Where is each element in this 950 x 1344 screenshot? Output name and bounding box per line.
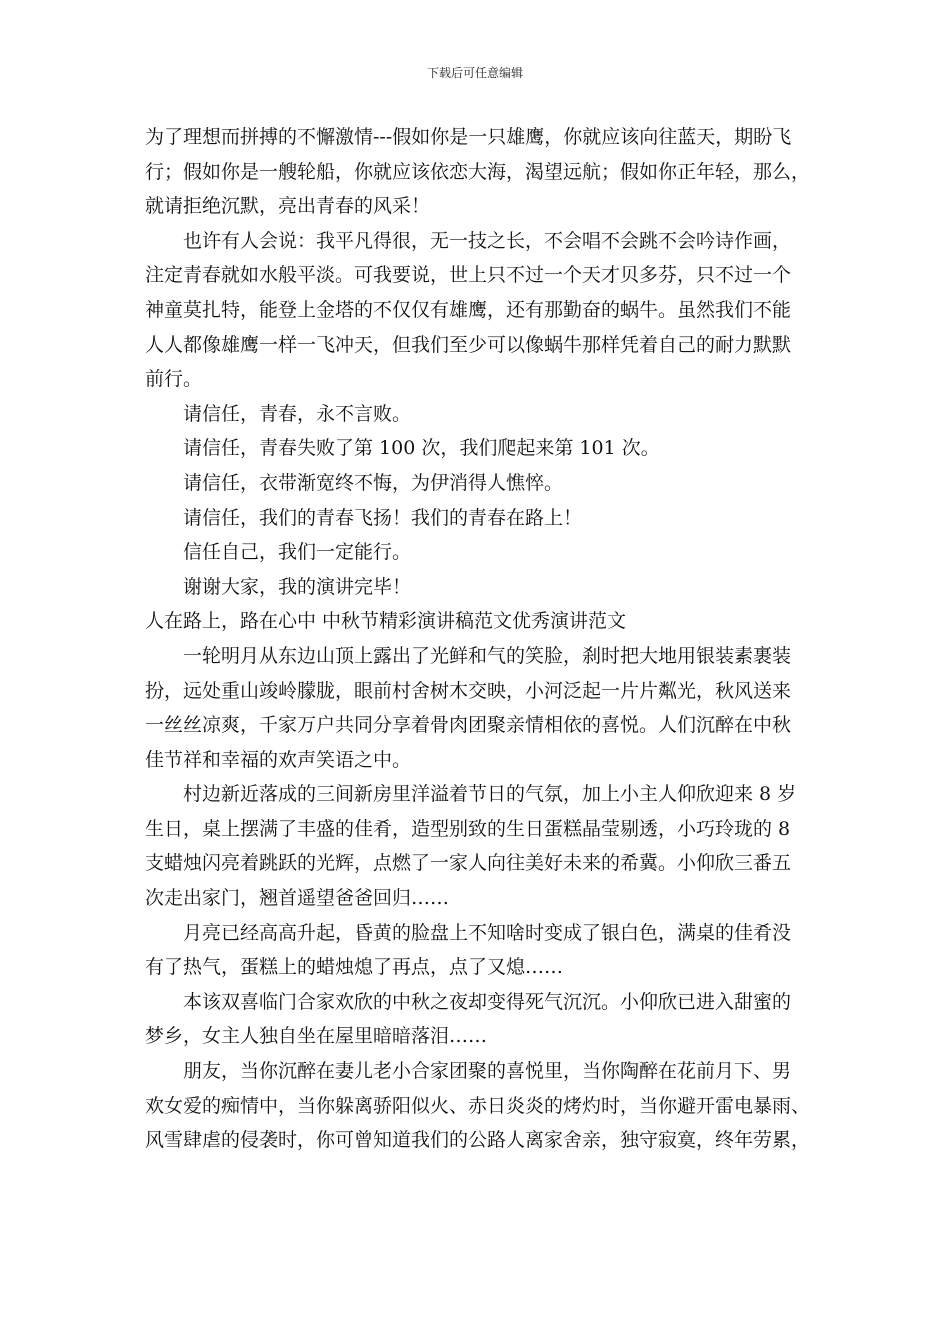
text-line: 行；假如你是一艘轮船，你就应该依恋大海，渴望远航；假如你正年轻，那么， [145,160,811,183]
text-line: 扮，远处重山竣岭朦胧，眼前村舍树木交映，小河泛起一片片粼光，秋风送来 [145,679,792,702]
text-line: 谢谢大家，我的演讲完毕！ [183,575,412,598]
text-line: 一丝丝凉爽，千家万户共同分享着骨肉团聚亲情相依的喜悦。人们沉醉在中秋 [145,714,792,737]
text-line: 请信任，衣带渐宽终不悔，为伊消得人憔悴。 [183,471,564,494]
text-line: 人在路上，路在心中 中秋节精彩演讲稿范文优秀演讲范文 [145,610,627,633]
text-line: 次走出家门，翘首遥望爸爸回归…… [145,887,450,910]
text-line: 朋友，当你沉醉在妻儿老小合家团聚的喜悦里，当你陶醉在花前月下、男 [183,1060,792,1083]
text-line: 一轮明月从东边山顶上露出了光鲜和气的笑脸，刹时把大地用银装素裹装 [183,644,792,667]
text-line: 支蜡烛闪亮着跳跃的光辉，点燃了一家人向往美好未来的希冀。小仰欣三番五 [145,852,792,875]
text-line: 前行。 [145,368,203,391]
text-line: 有了热气，蛋糕上的蜡烛熄了再点，点了又熄…… [145,956,564,979]
text-line: 也许有人会说：我平凡得很，无一技之长，不会唱不会跳不会吟诗作画， [183,229,792,252]
text-line: 佳节祥和幸福的欢声笑语之中。 [145,748,412,771]
text-line: 人人都像雄鹰一样一飞冲天，但我们至少可以像蜗牛那样凭着自己的耐力默默 [145,333,792,356]
document-body [145,120,825,1158]
text-line: 请信任，青春，永不言败。 [183,402,412,425]
text-line: 请信任，青春失败了第 100 次，我们爬起来第 101 次。 [183,437,660,460]
text-line: 信任自己，我们一定能行。 [183,541,412,564]
text-line: 请信任，我们的青春飞扬！我们的青春在路上！ [183,506,583,529]
page-header: 下载后可任意编辑 [426,66,523,80]
text-line: 生日，桌上摆满了丰盛的佳肴，造型别致的生日蛋糕晶莹剔透，小巧玲珑的 8 [145,817,791,840]
text-line: 村边新近落成的三间新房里洋溢着节日的气氛，加上小主人仰欣迎来 8 岁 [183,783,797,806]
text-line: 梦乡，女主人独自坐在屋里暗暗落泪…… [145,1025,488,1048]
text-line: 就请拒绝沉默，亮出青春的风采！ [145,195,431,218]
text-line: 风雪肆虐的侵袭时，你可曾知道我们的公路人离家舍亲，独守寂寞，终年劳累， [145,1129,811,1152]
text-line: 为了理想而拼搏的不懈激情---假如你是一只雄鹰，你就应该向往蓝天，期盼飞 [145,126,792,148]
text-line: 本该双喜临门合家欢欣的中秋之夜却变得死气沉沉。小仰欣已进入甜蜜的 [183,990,792,1013]
text-line: 月亮已经高高升起，昏黄的脸盘上不知啥时变成了银白色，满桌的佳肴没 [183,921,792,944]
text-line: 神童莫扎特，能登上金塔的不仅仅有雄鹰，还有那勤奋的蜗牛。虽然我们不能 [145,298,792,321]
text-line: 欢女爱的痴情中，当你躲离骄阳似火、赤日炎炎的烤灼时，当你避开雷电暴雨、 [145,1094,811,1117]
text-line: 注定青春就如水般平淡。可我要说，世上只不过一个天才贝多芬，只不过一个 [145,264,792,287]
